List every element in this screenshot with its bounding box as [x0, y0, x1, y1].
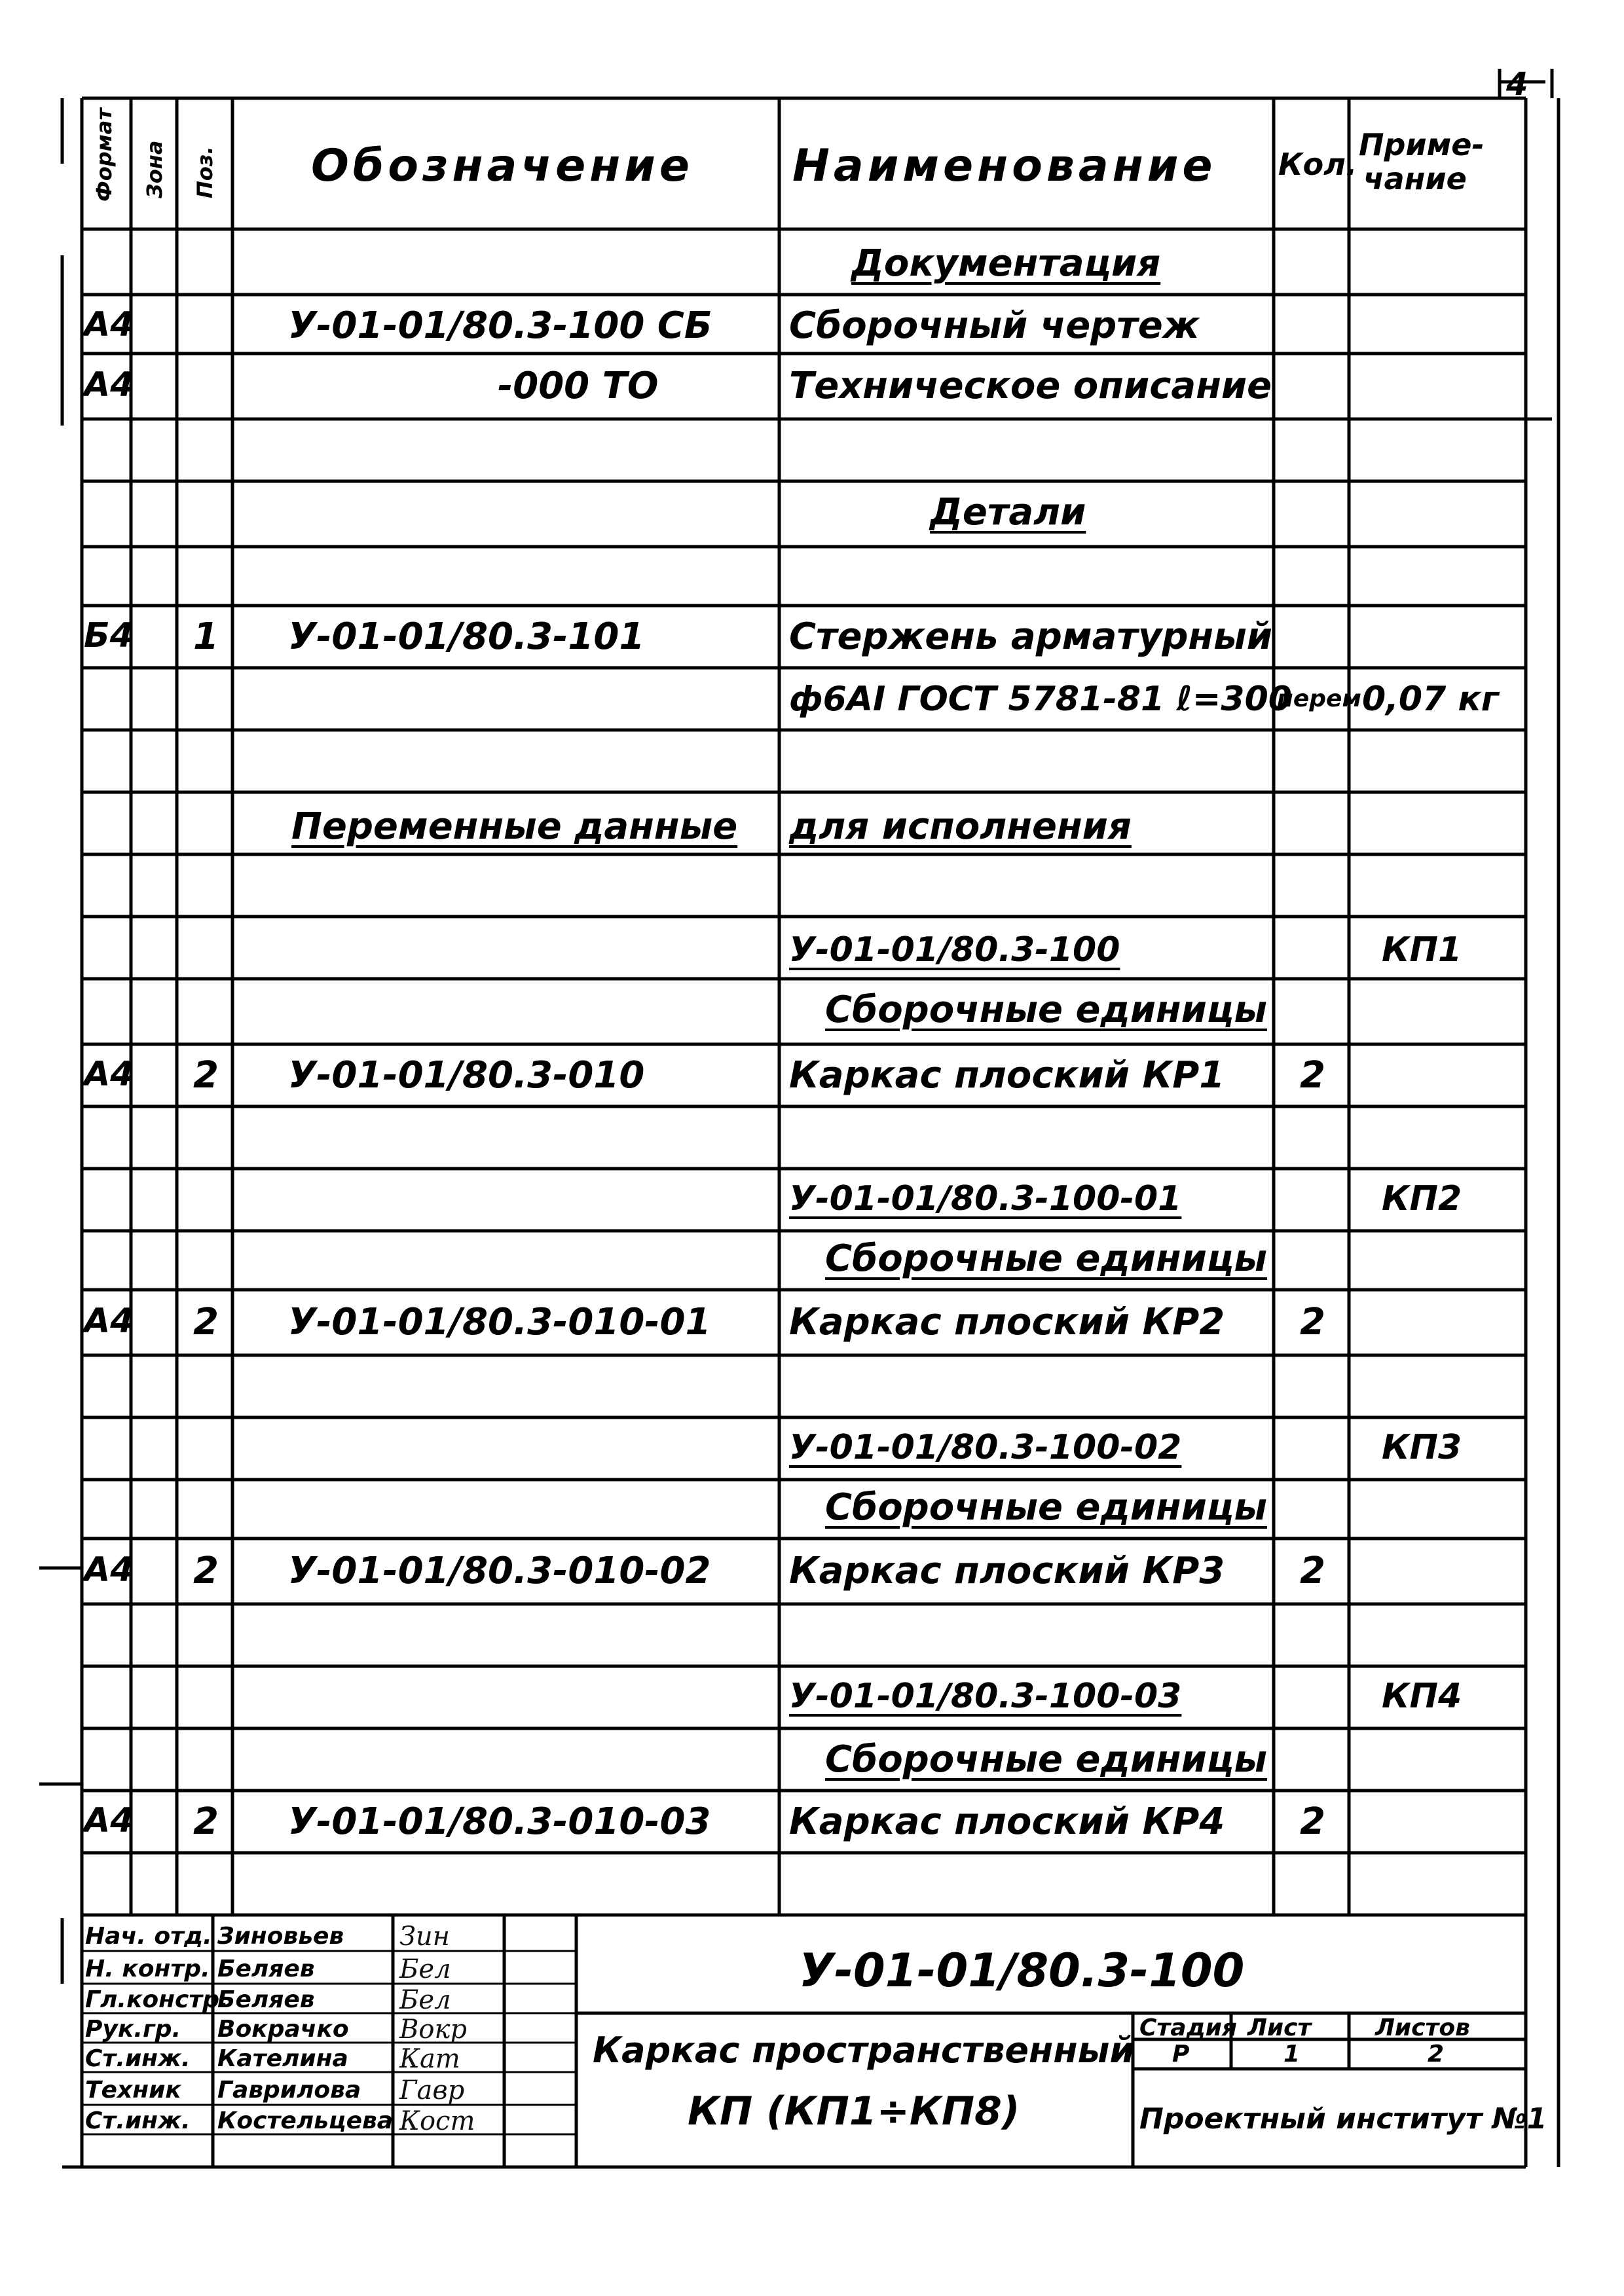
row13-assembly-units: Сборочные единицы: [825, 989, 1268, 1031]
row14-qty: 2: [1300, 1054, 1325, 1097]
row16-variant: У-01-01/80.3-100-01: [789, 1179, 1182, 1218]
sheets-value: 2: [1428, 2041, 1445, 2068]
staff-role-4: Рук.гр.: [85, 2016, 181, 2043]
row22-qty: 2: [1300, 1550, 1325, 1592]
stage-value: Р: [1172, 2041, 1190, 2068]
header-format: Формат: [92, 108, 117, 202]
header-designation: Обозначение: [311, 140, 693, 192]
row7-format: Б4: [84, 616, 134, 655]
staff-name-6: Гаврилова: [217, 2077, 361, 2104]
row22-format: А4: [84, 1550, 134, 1590]
row22-pos: 2: [193, 1550, 219, 1592]
staff-name-2: Беляев: [217, 1956, 315, 1982]
row18-name: Каркас плоский КР2: [789, 1301, 1225, 1343]
row22-designation: У-01-01/80.3-010-02: [288, 1550, 711, 1592]
row2-name: Сборочный чертеж: [789, 304, 1200, 347]
staff-role-1: Нач. отд.: [85, 1923, 212, 1950]
variable-data-label: Переменные данные: [291, 805, 738, 848]
organization: Проектный институт №1: [1139, 2102, 1547, 2136]
row3-designation: -000 ТО: [498, 365, 659, 407]
row17-assembly-units: Сборочные единицы: [825, 1237, 1268, 1280]
row12-note: КП1: [1382, 930, 1462, 970]
row3-format: А4: [84, 365, 134, 405]
row12-variant: У-01-01/80.3-100: [789, 930, 1120, 970]
row14-designation: У-01-01/80.3-010: [288, 1054, 645, 1097]
row3-name: Техническое описание: [789, 365, 1272, 407]
row8-qty: перем: [1277, 685, 1361, 712]
signature-2: Бел: [399, 1954, 451, 1984]
section-details: Детали: [930, 491, 1086, 534]
row20-variant: У-01-01/80.3-100-02: [789, 1428, 1182, 1467]
staff-name-5: Кателина: [217, 2045, 348, 2072]
staff-role-7: Ст.инж.: [85, 2107, 191, 2134]
row7-pos: 1: [193, 615, 219, 658]
staff-name-3: Беляев: [217, 1986, 315, 2013]
header-note-1: Приме-: [1359, 127, 1485, 162]
row2-designation: У-01-01/80.3-100 СБ: [288, 304, 712, 347]
staff-name-1: Зиновьев: [217, 1923, 344, 1950]
signature-6: Гавр: [399, 2075, 465, 2105]
row14-pos: 2: [193, 1054, 219, 1097]
row26-format: А4: [84, 1801, 134, 1840]
row14-format: А4: [84, 1055, 134, 1094]
page-number: 4: [1506, 66, 1528, 103]
signature-5: Кат: [399, 2044, 460, 2074]
sheets-label: Листов: [1375, 2014, 1470, 2041]
row7-name: Стержень арматурный: [789, 615, 1272, 658]
row26-designation: У-01-01/80.3-010-03: [288, 1800, 711, 1843]
row25-assembly-units: Сборочные единицы: [825, 1738, 1268, 1781]
row7-designation: У-01-01/80.3-101: [288, 615, 645, 658]
row8-note: 0,07 кг: [1362, 680, 1499, 719]
row14-name: Каркас плоский КР1: [789, 1054, 1225, 1097]
section-documentation: Документация: [851, 242, 1161, 285]
document-code: У-01-01/80.3-100: [799, 1944, 1245, 1997]
header-qty: Кол.: [1278, 147, 1357, 182]
signature-7: Кост: [399, 2106, 475, 2136]
title-line-2: КП (КП1÷КП8): [688, 2088, 1020, 2134]
signature-1: Зин: [399, 1922, 451, 1952]
staff-role-2: Н. контр.: [85, 1956, 210, 1982]
header-zone: Зона: [142, 140, 167, 198]
row18-qty: 2: [1300, 1301, 1325, 1343]
row16-note: КП2: [1382, 1179, 1462, 1218]
row26-qty: 2: [1300, 1800, 1325, 1843]
row20-note: КП3: [1382, 1428, 1462, 1467]
title-line-1: Каркас пространственный: [593, 2030, 1135, 2071]
row24-variant: У-01-01/80.3-100-03: [789, 1677, 1182, 1716]
row26-pos: 2: [193, 1800, 219, 1843]
row2-format: А4: [84, 305, 134, 344]
signature-3: Бел: [399, 1985, 451, 2015]
staff-role-6: Техник: [85, 2077, 181, 2104]
header-name: Наименование: [792, 140, 1217, 192]
row18-pos: 2: [193, 1301, 219, 1343]
row18-format: А4: [84, 1302, 134, 1341]
staff-name-4: Вокрачко: [217, 2016, 349, 2043]
row21-assembly-units: Сборочные единицы: [825, 1486, 1268, 1529]
staff-role-3: Гл.констр.: [85, 1986, 229, 2013]
header-pos: Поз.: [193, 146, 217, 198]
variable-data-for: для исполнения: [789, 805, 1132, 848]
row22-name: Каркас плоский КР3: [789, 1550, 1225, 1592]
staff-role-5: Ст.инж.: [85, 2045, 191, 2072]
stage-label: Стадия: [1139, 2014, 1237, 2041]
row24-note: КП4: [1382, 1677, 1462, 1716]
sheet-label: Лист: [1247, 2014, 1312, 2041]
signature-4: Вокр: [399, 2014, 467, 2045]
row8-name: ф6АI ГОСТ 5781-81 ℓ=300: [789, 680, 1292, 719]
staff-name-7: Костельцева: [217, 2107, 394, 2134]
row26-name: Каркас плоский КР4: [789, 1800, 1225, 1843]
header-note-2: чание: [1363, 161, 1467, 196]
sheet-value: 1: [1283, 2041, 1301, 2068]
row18-designation: У-01-01/80.3-010-01: [288, 1301, 711, 1343]
